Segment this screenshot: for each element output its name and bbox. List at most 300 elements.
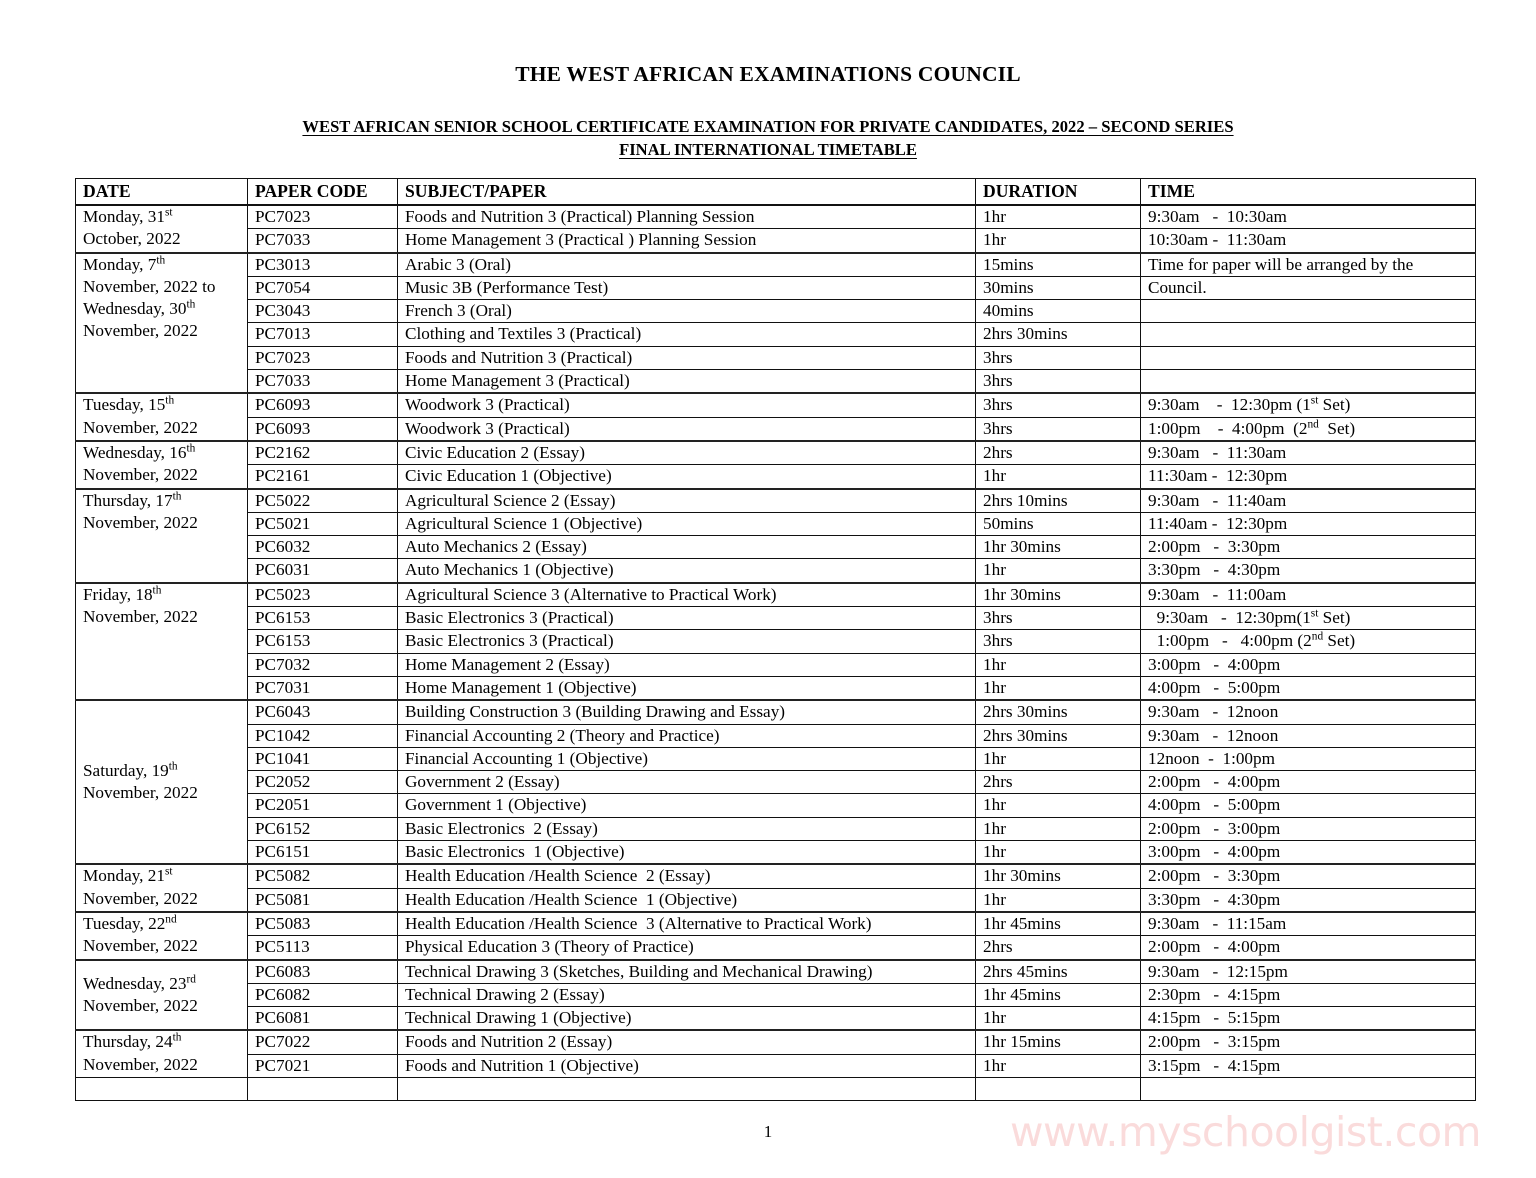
table-row [76, 346, 1476, 369]
subject-cell [398, 724, 976, 747]
duration-cell: 3hrs [976, 630, 1141, 653]
date-ordinal-suffix: st [164, 206, 173, 219]
table-row [76, 393, 1476, 417]
date-cell [76, 864, 248, 912]
table-row [76, 253, 1476, 277]
time-cell [1141, 300, 1476, 323]
time-cell [1141, 465, 1476, 489]
table-row [76, 771, 1476, 794]
paper-code-cell: PC7013 [248, 323, 398, 346]
table-row [76, 300, 1476, 323]
duration-cell: 1hr [976, 1007, 1141, 1031]
date-line: Friday, 18th [83, 584, 162, 604]
table-row [76, 465, 1476, 489]
paper-code-cell: PC6082 [248, 983, 398, 1006]
time-text: 9:30am - 10:30am [1148, 207, 1287, 226]
table-row [76, 607, 1476, 630]
timetable-body [76, 205, 1476, 1101]
subject-cell [398, 771, 976, 794]
time-text: 2:30pm - 4:15pm [1148, 984, 1281, 1004]
date-cell [76, 441, 248, 489]
subject-cell [398, 912, 976, 936]
table-row [76, 276, 1476, 299]
date-cell [76, 960, 248, 1031]
table-row [76, 512, 1476, 535]
duration-cell: 1hr [976, 205, 1141, 229]
column-header-subject: SUBJECT/PAPER [398, 179, 976, 206]
time-cell [1141, 676, 1476, 700]
table-row [76, 841, 1476, 865]
time-text: 11:40am - 12:30pm [1148, 513, 1288, 533]
subject-cell [398, 276, 976, 299]
duration-cell: 1hr [976, 1054, 1141, 1077]
set-ordinal-suffix: st [1310, 394, 1319, 407]
time-text: 9:30am - 12noon [1148, 702, 1279, 722]
subject-text: Basic Electronics 3 (Practical) [405, 631, 614, 651]
date-ordinal-suffix: rd [186, 972, 196, 985]
paper-code-cell: PC7054 [248, 276, 398, 299]
date-ordinal-suffix: th [168, 760, 178, 773]
date-ordinal-suffix: th [172, 489, 182, 502]
date-line: Wednesday, 16th [83, 442, 196, 462]
paper-code-cell: PC7032 [248, 653, 398, 676]
paper-code-cell: PC2161 [248, 465, 398, 489]
date-cell [76, 1030, 248, 1077]
paper-code-cell: PC7033 [248, 370, 398, 394]
table-row [76, 370, 1476, 394]
duration-cell: 3hrs [976, 346, 1141, 369]
paper-code-cell: PC5081 [248, 888, 398, 912]
date-line: Tuesday, 22nd [83, 913, 177, 933]
time-text: 1:00pm - 4:00pm (2 [1148, 418, 1308, 438]
date-line: November, 2022 [83, 1054, 198, 1074]
date-line: November, 2022 [83, 995, 198, 1015]
duration-cell: 1hr [976, 559, 1141, 583]
table-row [76, 441, 1476, 465]
paper-code-cell: PC5113 [248, 936, 398, 960]
date-ordinal-suffix: st [164, 865, 173, 878]
time-cell [1141, 512, 1476, 535]
time-cell [1141, 794, 1476, 817]
column-header-paper-code: PAPER CODE [248, 179, 398, 206]
table-row [76, 653, 1476, 676]
table-row [76, 417, 1476, 441]
time-text: 2:00pm - 3:00pm [1148, 818, 1281, 838]
subject-cell [398, 630, 976, 653]
paper-code-cell: PC7021 [248, 1054, 398, 1077]
paper-code-cell: PC7033 [248, 229, 398, 253]
paper-code-cell: PC6093 [248, 417, 398, 441]
time-cell [1141, 346, 1476, 369]
duration-cell: 1hr 30mins [976, 583, 1141, 607]
paper-code-cell: PC6083 [248, 960, 398, 984]
date-line: November, 2022 [83, 936, 198, 956]
table-row [76, 229, 1476, 253]
subject-text: Foods and Nutrition 1 (Objective) [405, 1055, 639, 1075]
date-line: Wednesday, 23rd [83, 972, 196, 993]
table-row [76, 536, 1476, 559]
column-header-time: TIME [1141, 179, 1476, 206]
paper-code-cell: PC6151 [248, 841, 398, 865]
subject-cell [398, 441, 976, 465]
duration-cell: 1hr [976, 653, 1141, 676]
time-text: 9:30am - 12:30pm (1 [1148, 395, 1311, 415]
time-text: 9:30am - 11:40am [1148, 490, 1287, 510]
date-line: Monday, 21st [83, 865, 173, 886]
duration-cell: 1hr [976, 817, 1141, 840]
date-line: November, 2022 [83, 783, 198, 803]
duration-cell: 1hr [976, 794, 1141, 817]
duration-cell: 1hr [976, 676, 1141, 700]
date-cell [76, 700, 248, 864]
date-ordinal-suffix: th [186, 442, 196, 455]
time-text: 1:00pm - 4:00pm (2 [1148, 631, 1312, 651]
time-text: 3:00pm - 4:00pm [1148, 654, 1281, 674]
time-cell [1141, 441, 1476, 465]
date-line: Thursday, 24th [83, 1031, 182, 1052]
timetable-container [75, 178, 1475, 1101]
date-line: Thursday, 17th [83, 489, 182, 510]
subject-text: Building Construction 3 (Building Drawing and Essay) [405, 702, 786, 722]
paper-code-cell: PC6152 [248, 817, 398, 840]
duration-cell: 2hrs [976, 936, 1141, 960]
subject-text: Health Education /Health Science 3 (Alternative to Practical Work) [405, 913, 872, 933]
table-row [76, 559, 1476, 583]
time-text: Set) [1323, 631, 1356, 651]
time-text: 11:30am - 12:30pm [1148, 466, 1288, 486]
table-row [76, 888, 1476, 912]
subject-cell [398, 229, 976, 253]
paper-code-cell: PC2051 [248, 794, 398, 817]
duration-cell: 30mins [976, 276, 1141, 299]
duration-cell: 2hrs [976, 441, 1141, 465]
column-header-duration: DURATION [976, 179, 1141, 206]
time-text: 2:00pm - 4:00pm [1148, 937, 1281, 957]
table-row [76, 323, 1476, 346]
subject-cell [398, 700, 976, 724]
time-text: 9:30am - 11:00am [1148, 584, 1287, 604]
time-cell [1141, 417, 1476, 441]
subject-text: Government 1 (Objective) [405, 795, 587, 815]
paper-code-cell: PC3013 [248, 253, 398, 277]
date-cell [76, 583, 248, 700]
time-text: 2:00pm - 3:15pm [1148, 1032, 1281, 1052]
date-line: Tuesday, 15th [83, 394, 175, 415]
set-ordinal-suffix: nd [1307, 417, 1319, 430]
date-line: November, 2022 [83, 321, 198, 341]
time-cell [1141, 724, 1476, 747]
paper-code-cell: PC5082 [248, 864, 398, 888]
duration-cell: 2hrs [976, 771, 1141, 794]
subject-cell [398, 1077, 976, 1100]
time-text: 2:00pm - 4:00pm [1148, 772, 1281, 792]
table-row [76, 676, 1476, 700]
date-line: November, 2022 to [83, 276, 216, 296]
subject-cell [398, 583, 976, 607]
paper-code-cell: PC6093 [248, 393, 398, 417]
subject-text: Home Management 3 (Practical ) Planning Session [405, 230, 757, 250]
table-row [76, 724, 1476, 747]
subject-cell [398, 864, 976, 888]
subject-cell [398, 346, 976, 369]
timetable [75, 178, 1476, 1101]
time-text: 12noon - 1:00pm [1148, 748, 1275, 768]
subject-cell [398, 205, 976, 229]
subject-cell [398, 300, 976, 323]
time-text: Set) [1318, 395, 1351, 415]
subject-cell [398, 607, 976, 630]
paper-code-cell: PC5021 [248, 512, 398, 535]
time-text: Set) [1318, 418, 1356, 438]
subject-text: Foods and Nutrition 3 (Practical) Planning Session [405, 207, 755, 226]
duration-cell: 40mins [976, 300, 1141, 323]
time-cell [1141, 559, 1476, 583]
subject-cell [398, 559, 976, 583]
paper-code-cell: PC2162 [248, 441, 398, 465]
table-row [76, 983, 1476, 1006]
date-ordinal-suffix: th [165, 394, 175, 407]
time-cell [1141, 276, 1476, 299]
subject-text: Basic Electronics 2 (Essay) [405, 818, 598, 838]
time-text: Set) [1318, 608, 1351, 628]
subject-text: Civic Education 2 (Essay) [405, 442, 585, 462]
subject-cell [398, 417, 976, 441]
time-cell [1141, 1007, 1476, 1031]
time-cell [1141, 489, 1476, 513]
time-text: 3:30pm - 4:30pm [1148, 889, 1281, 909]
time-cell [1141, 323, 1476, 346]
subject-text: Technical Drawing 2 (Essay) [405, 984, 605, 1004]
subtitle-line-2-container [0, 140, 1536, 160]
duration-cell: 3hrs [976, 370, 1141, 394]
time-cell [1141, 700, 1476, 724]
subject-text: Basic Electronics 1 (Objective) [405, 842, 625, 862]
subject-text: Agricultural Science 1 (Objective) [405, 513, 643, 533]
paper-code-cell: PC6043 [248, 700, 398, 724]
subject-cell [398, 841, 976, 865]
table-row [76, 912, 1476, 936]
paper-code-cell: PC3043 [248, 300, 398, 323]
time-text: 3:00pm - 4:00pm [1148, 842, 1281, 862]
duration-cell: 1hr [976, 841, 1141, 865]
date-line: Monday, 7th [83, 253, 166, 274]
duration-cell: 3hrs [976, 607, 1141, 630]
subject-cell [398, 1054, 976, 1077]
table-row [76, 747, 1476, 770]
date-cell [76, 253, 248, 394]
duration-cell: 2hrs 30mins [976, 323, 1141, 346]
time-text: 2:00pm - 3:30pm [1148, 537, 1281, 557]
table-row [76, 864, 1476, 888]
subject-text: Health Education /Health Science 2 (Essay) [405, 866, 711, 886]
time-text: 4:00pm - 5:00pm [1148, 795, 1281, 815]
paper-code-cell: PC1041 [248, 747, 398, 770]
subject-text: Financial Accounting 2 (Theory and Practice) [405, 725, 720, 745]
duration-cell: 1hr 45mins [976, 983, 1141, 1006]
subject-cell [398, 747, 976, 770]
paper-code-cell: PC6031 [248, 559, 398, 583]
subject-cell [398, 676, 976, 700]
time-cell [1141, 607, 1476, 630]
paper-code-cell: PC7023 [248, 346, 398, 369]
time-text: 3:15pm - 4:15pm [1148, 1055, 1281, 1075]
duration-cell: 2hrs 45mins [976, 960, 1141, 984]
date-cell [76, 393, 248, 441]
duration-cell: 2hrs 10mins [976, 489, 1141, 513]
time-text: 9:30am - 12:30pm(1 [1148, 608, 1311, 628]
subject-cell [398, 960, 976, 984]
time-cell [1141, 841, 1476, 865]
subject-text: Financial Accounting 1 (Objective) [405, 748, 648, 768]
set-ordinal-suffix: st [1310, 607, 1319, 620]
paper-code-cell: PC7022 [248, 1030, 398, 1054]
date-cell [76, 912, 248, 960]
subject-text: Home Management 1 (Objective) [405, 677, 637, 697]
subject-cell [398, 794, 976, 817]
subject-cell [398, 1030, 976, 1054]
table-row [76, 1077, 1476, 1100]
date-line: Saturday, 19th [83, 760, 178, 780]
paper-code-cell: PC1042 [248, 724, 398, 747]
duration-cell: 3hrs [976, 417, 1141, 441]
subtitle-line-1-container [0, 117, 1536, 137]
time-text: 9:30am - 11:30am [1148, 442, 1287, 462]
subject-text: Home Management 3 (Practical) [405, 371, 630, 391]
subject-text: Civic Education 1 (Objective) [405, 466, 612, 486]
subject-cell [398, 936, 976, 960]
time-text: 9:30am - 11:15am [1148, 913, 1287, 933]
paper-code-cell: PC6153 [248, 630, 398, 653]
table-row [76, 700, 1476, 724]
subject-cell [398, 512, 976, 535]
subject-cell [398, 817, 976, 840]
table-row [76, 1030, 1476, 1054]
date-line: November, 2022 [83, 417, 198, 437]
duration-cell: 15mins [976, 253, 1141, 277]
paper-code-cell: PC5083 [248, 912, 398, 936]
table-row [76, 960, 1476, 984]
table-row [76, 489, 1476, 513]
date-line: Monday, 31st [83, 206, 173, 226]
subject-text: Music 3B (Performance Test) [405, 277, 609, 297]
paper-code-cell: PC2052 [248, 771, 398, 794]
time-text: 2:00pm - 3:30pm [1148, 866, 1281, 886]
duration-cell [976, 1077, 1141, 1100]
paper-code-cell: PC6032 [248, 536, 398, 559]
duration-cell: 1hr [976, 229, 1141, 253]
time-text: 4:15pm - 5:15pm [1148, 1008, 1281, 1028]
table-row [76, 630, 1476, 653]
date-ordinal-suffix: th [172, 1031, 182, 1044]
paper-code-cell: PC6153 [248, 607, 398, 630]
time-cell [1141, 393, 1476, 417]
subject-cell [398, 253, 976, 277]
time-cell [1141, 912, 1476, 936]
subject-text: Woodwork 3 (Practical) [405, 418, 570, 438]
date-ordinal-suffix: th [186, 298, 196, 311]
duration-cell: 2hrs 30mins [976, 700, 1141, 724]
subject-text: Home Management 2 (Essay) [405, 654, 610, 674]
time-cell [1141, 205, 1476, 229]
duration-cell: 50mins [976, 512, 1141, 535]
time-cell [1141, 983, 1476, 1006]
duration-cell: 2hrs 30mins [976, 724, 1141, 747]
subject-text: Physical Education 3 (Theory of Practice) [405, 937, 694, 957]
table-row [76, 817, 1476, 840]
date-cell [76, 205, 248, 253]
duration-cell: 1hr 30mins [976, 536, 1141, 559]
time-cell [1141, 1077, 1476, 1100]
time-cell [1141, 747, 1476, 770]
table-header-row [76, 179, 1476, 206]
duration-cell: 1hr 15mins [976, 1030, 1141, 1054]
duration-cell: 1hr [976, 465, 1141, 489]
paper-code-cell: PC6081 [248, 1007, 398, 1031]
time-cell [1141, 936, 1476, 960]
column-header-date: DATE [76, 179, 248, 206]
time-cell [1141, 583, 1476, 607]
subject-text: Technical Drawing 1 (Objective) [405, 1008, 632, 1028]
time-cell [1141, 630, 1476, 653]
subject-cell [398, 1007, 976, 1031]
date-ordinal-suffix: nd [165, 913, 177, 926]
subject-cell [398, 653, 976, 676]
time-text: Time for paper will be arranged by the [1148, 254, 1414, 274]
date-cell [76, 489, 248, 583]
subject-text: Auto Mechanics 2 (Essay) [405, 537, 587, 557]
paper-code-cell: PC5022 [248, 489, 398, 513]
duration-cell: 1hr [976, 747, 1141, 770]
subject-cell [398, 536, 976, 559]
date-line: November, 2022 [83, 465, 198, 485]
date-ordinal-suffix: th [152, 584, 162, 597]
table-row [76, 936, 1476, 960]
time-cell [1141, 536, 1476, 559]
time-text: 9:30am - 12noon [1148, 725, 1279, 745]
time-cell [1141, 653, 1476, 676]
duration-cell: 3hrs [976, 393, 1141, 417]
duration-cell: 1hr 45mins [976, 912, 1141, 936]
date-line: October, 2022 [83, 229, 181, 249]
exam-subtitle: WEST AFRICAN SENIOR SCHOOL CERTIFICATE EXAMINATION FOR PRIVATE CANDIDATES, 2022 – SECOND SERIES [302, 117, 1234, 136]
page-number: 1 [763, 1122, 773, 1141]
time-cell [1141, 888, 1476, 912]
date-line: November, 2022 [83, 607, 198, 627]
duration-cell: 1hr [976, 888, 1141, 912]
paper-code-cell: PC7023 [248, 205, 398, 229]
timetable-subtitle: FINAL INTERNATIONAL TIMETABLE [619, 140, 917, 159]
time-cell [1141, 229, 1476, 253]
set-ordinal-suffix: nd [1311, 630, 1324, 643]
time-text: 3:30pm - 4:30pm [1148, 560, 1281, 580]
date-ordinal-suffix: th [156, 253, 166, 266]
date-line: Wednesday, 30th [83, 298, 196, 319]
time-cell [1141, 1030, 1476, 1054]
time-cell [1141, 864, 1476, 888]
subject-cell [398, 489, 976, 513]
subject-text: Health Education /Health Science 1 (Objective) [405, 889, 738, 909]
subject-text: Foods and Nutrition 2 (Essay) [405, 1032, 613, 1052]
page-title: THE WEST AFRICAN EXAMINATIONS COUNCIL [515, 62, 1021, 86]
subject-text: Agricultural Science 3 (Alternative to Practical Work) [405, 584, 777, 604]
subject-cell [398, 983, 976, 1006]
table-row [76, 794, 1476, 817]
subject-text: Clothing and Textiles 3 (Practical) [405, 324, 642, 344]
date-line: November, 2022 [83, 512, 198, 532]
table-row [76, 1007, 1476, 1031]
subject-text: Auto Mechanics 1 (Objective) [405, 560, 614, 580]
duration-cell: 1hr 30mins [976, 864, 1141, 888]
